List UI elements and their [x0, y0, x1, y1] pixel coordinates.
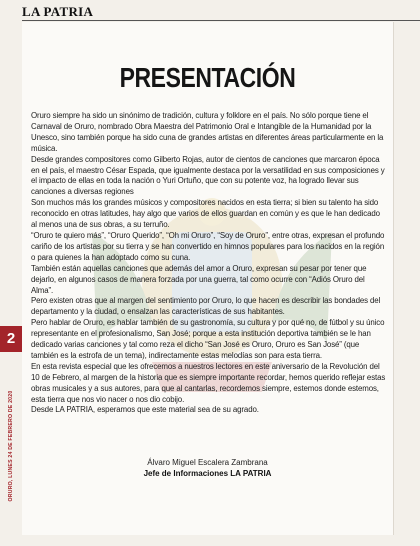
- paragraph: Pero existen otras que al margen del sentimiento por Oruro, lo que hacen es describir las bondades del departamento y la ciudad, o ensalzan las características de sus habitantes.: [31, 296, 381, 317]
- paragraph: Desde grandes compositores como Gilberto Rojas, autor de cientos de canciones que marcaron época en el país, el maestro César Espada, que igualmente destaca por la versatilidad en sus composiciones y el impacto de ellas en toda la nación o Yuri Ortuño, que con su potente voz, ha logrado llevar sus canciones a diversas regiones: [31, 154, 385, 197]
- newspaper-masthead: LA PATRIA: [22, 4, 94, 19]
- paragraph: Son muchos más los grandes músicos y compositores nacidos en esta tierra; si bien su talento ha sido reconocido en otras latitudes, hay algo que varios de ellos guardan en común y es que le han dedicado al menos una de sus obras, a su terruño.: [31, 198, 380, 230]
- page-number-badge: 2: [0, 326, 22, 352]
- signature-role: Jefe de Informaciones LA PATRIA: [143, 469, 272, 478]
- page-title: PRESENTACIÓN: [119, 62, 296, 93]
- paragraph: También están aquellas canciones que además del amor a Oruro, expresan su pesar por tener que dejarlo, en algunos casos de manera forzada por una guerra, tal como ocurre con “Adiós Oruro del Alma”.: [31, 263, 367, 295]
- masthead-divider: [22, 20, 420, 21]
- vertical-date-line: ORURO, LUNES 24 DE FEBRERO DE 2020: [8, 390, 14, 502]
- signature-block: [22, 457, 393, 479]
- paragraph: “Oruro te quiero más”, “Oruro Querido”, “Oh mi Oruro”, “Soy de Oruro”, entre otras, expresan el profundo cariño de los artistas por su tierra y se han convertido en himnos populares para los nacidos en la región o para quienes la han adoptado como su cuna.: [31, 230, 385, 262]
- paragraph: Oruro siempre ha sido un sinónimo de tradición, cultura y folklore en el país. No sólo porque tiene el Carnaval de Oruro, nombrado Obra Maestra del Patrimonio Oral e Intangible de la Humanidad por la Unesco, sino también porque ha sido cuna de grandes artistas en diferentes áreas particularmente en la música.: [31, 111, 384, 153]
- paragraph: Pero hablar de Oruro, es hablar también de su gastronomía, su cultura y por qué no, de fútbol y su único representante en el profesionalismo, San José; porque a esta institución deportiva también se le han dedicado varias canciones y tal como reza el dicho “San José es Oruro, Oruro es San José” (que también es la estrofa de un tema), indirectamente estas melodías son para esta tierra.: [31, 318, 385, 360]
- paragraph: Desde LA PATRIA, esperamos que este material sea de su agrado.: [31, 405, 259, 415]
- paragraph: En esta revista especial que les ofrecemos a nuestros lectores en este aniversario de la Revolución del 10 de Febrero, al margen de la historia que es siempre importante recordar, hemos querido reflejar estas obras musicales y a sus autores, para que al cantarlas, recordemos siempre, estemos donde estemos, esta tierra que nos vio nacer o nos dio cobijo.: [31, 361, 386, 404]
- masthead-bar: [0, 0, 420, 22]
- article-panel: [22, 22, 394, 535]
- signature-name: Álvaro Miguel Escalera Zambrana: [147, 458, 268, 467]
- article-body: [31, 111, 386, 416]
